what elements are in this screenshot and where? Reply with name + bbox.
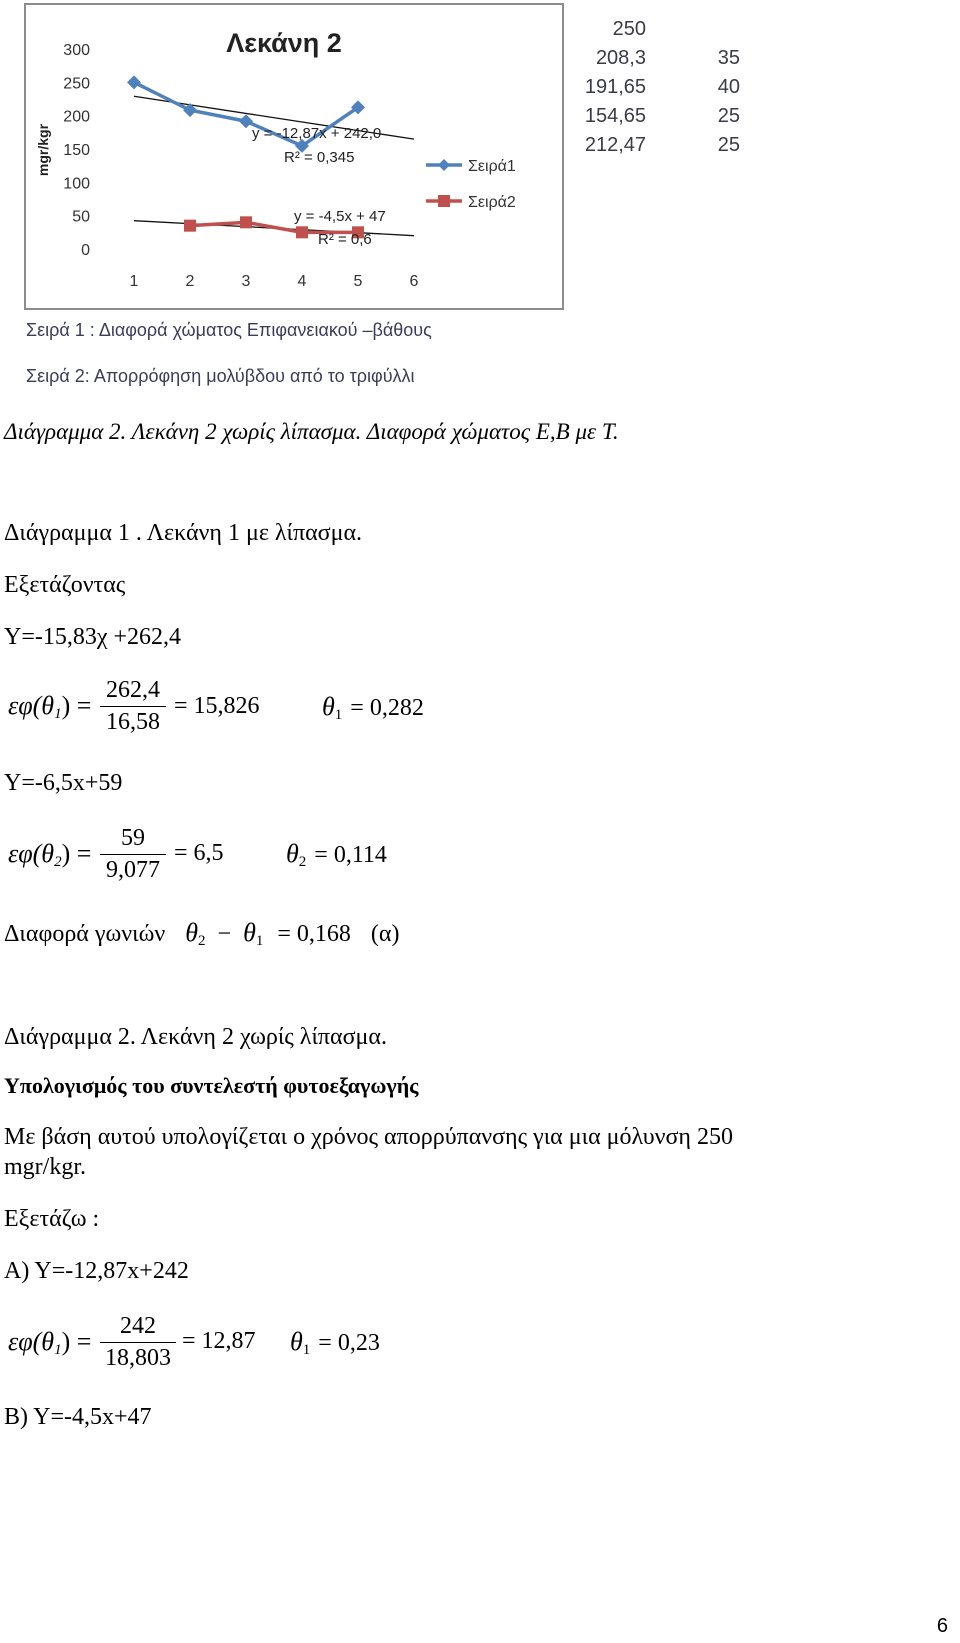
table-value: 25 [717, 105, 740, 127]
x-tick-label: 3 [241, 273, 251, 290]
x-tick-label: 6 [409, 273, 419, 290]
y-tick-label: 50 [72, 208, 90, 226]
fraction-2: 59 9,077 [100, 825, 166, 884]
fraction-a: 242 18,803 [100, 1313, 176, 1372]
equation-2: Y=-6,5x+59 [4, 770, 123, 796]
section1-heading: Διάγραμμα 1 . Λεκάνη 1 με λίπασμα. [4, 520, 363, 546]
data-point [127, 75, 141, 89]
series2-equation: y = -4,5x + 47 [294, 208, 386, 225]
equation-1: Y=-15,83χ +262,4 [4, 624, 182, 650]
fraction-2-result: = 6,5 [174, 840, 224, 866]
data-point [239, 114, 253, 128]
legend-marker [438, 195, 450, 207]
value-column-1 [580, 18, 646, 163]
data-point [184, 220, 196, 232]
table-value: 25 [717, 134, 740, 156]
table-value: 208,3 [595, 47, 646, 69]
tan-thetaA-label: $\varepsilon\varphi(\theta_1)$ = [8, 1327, 92, 1358]
theta2-value: $\theta_2 = 0,114$ [286, 839, 387, 870]
y-tick-label: 150 [63, 142, 90, 159]
series1-equation: y = -12,87x + 242,0 [252, 125, 382, 142]
paragraph-line-1: Με βάση αυτού υπολογίζεται ο χρόνος απορρύπανσης για μια μόλυνση 250 [4, 1124, 733, 1150]
data-point [296, 226, 308, 238]
x-tick-label: 5 [353, 273, 363, 290]
figure-caption: Διάγραμμα 2. Λεκάνη 2 χωρίς λίπασμα. Διαφορά χώματος Ε,Β με Τ. [4, 419, 619, 444]
legend-label: Σειρά1 [468, 158, 516, 175]
legend-marker [438, 159, 450, 171]
table-value: 35 [717, 47, 740, 69]
series2-r2: R² = 0,6 [318, 231, 372, 248]
y-tick-label: 100 [63, 175, 90, 193]
paragraph-line-2: mgr/kgr. [4, 1154, 86, 1180]
legend-label: Σειρά2 [468, 194, 516, 211]
fraction-1: 262,4 16,58 [100, 677, 166, 736]
tan-theta2-label: $\varepsilon\varphi(\theta_2)$ = [8, 839, 92, 870]
x-tick-label: 2 [185, 273, 195, 290]
thetaA-value: $\theta_1 = 0,23$ [290, 1327, 380, 1358]
table-value: 40 [717, 76, 740, 98]
table-value: 212,47 [584, 134, 646, 156]
y-tick-label: 200 [63, 108, 90, 126]
chart-title: Λεκάνη 2 [226, 28, 342, 58]
fraction-1-result: = 15,826 [174, 693, 260, 719]
y-axis-label: mgr/kgr [35, 123, 51, 177]
table-value: 191,65 [584, 76, 646, 98]
section2-bold-title: Υπολογισμός του συντελεστή φυτοεξαγωγής [4, 1073, 419, 1098]
series2-note: Σειρά 2: Απορρόφηση μολύβδου από το τριφύλλι [26, 366, 415, 386]
table-value: 154,65 [584, 105, 646, 127]
theta1-value: $\theta_1 = 0,282$ [322, 692, 424, 723]
chart-frame [24, 3, 564, 310]
section1-intro: Εξετάζοντας [4, 572, 126, 598]
page-number: 6 [936, 1615, 948, 1637]
tan-theta1-label: $\varepsilon\varphi(\theta_1)$ = [8, 691, 92, 722]
section2-heading: Διάγραμμα 2. Λεκάνη 2 χωρίς λίπασμα. [4, 1024, 387, 1050]
y-tick-label: 250 [63, 75, 90, 93]
examine-label: Εξετάζω : [4, 1206, 100, 1232]
x-tick-label: 4 [297, 273, 307, 290]
series1-note: Σειρά 1 : Διαφορά χώματος Επιφανειακού –βάθους [26, 320, 432, 340]
angle-difference: Διαφορά γωνιών $\theta_2 - \theta_1 = 0,168$ (α) [4, 918, 400, 949]
equation-a: A) Y=-12,87x+242 [4, 1258, 189, 1284]
series1-r2: R² = 0,345 [284, 149, 355, 166]
table-value: 250 [612, 18, 646, 40]
value-column-2 [700, 47, 740, 163]
x-tick-label: 1 [129, 273, 139, 290]
line-chart [26, 5, 566, 312]
data-point [240, 216, 252, 228]
fraction-a-result: = 12,87 [182, 1328, 256, 1354]
y-tick-label: 0 [81, 242, 90, 259]
equation-b: B) Y=-4,5x+47 [4, 1404, 152, 1430]
y-tick-label: 300 [63, 42, 90, 59]
